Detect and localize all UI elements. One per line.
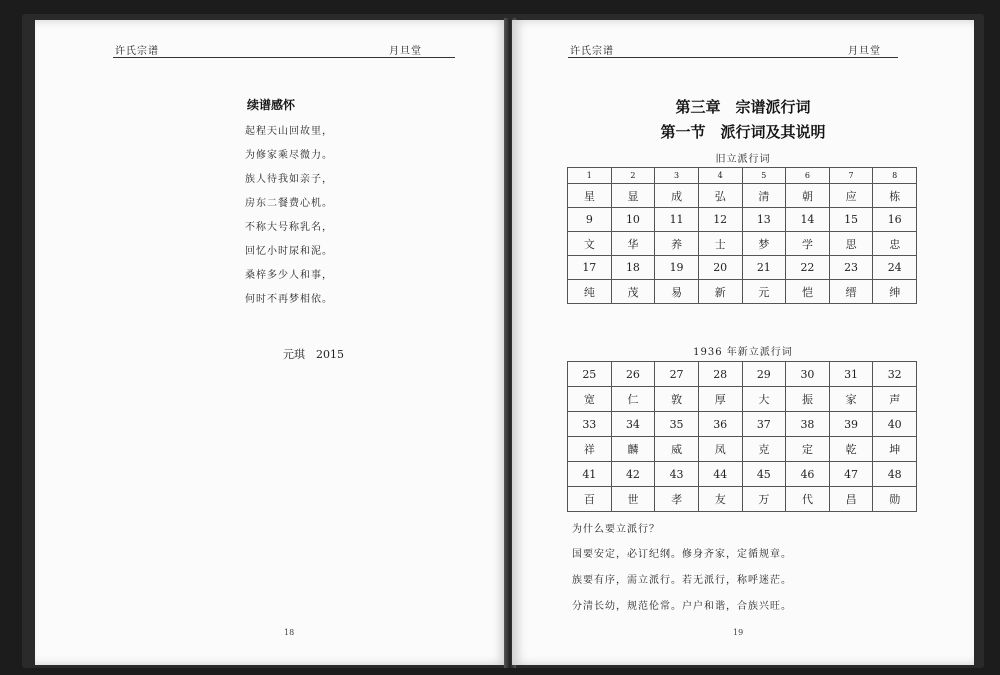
page-number: 18 xyxy=(284,628,295,637)
table-cell: 23 xyxy=(829,256,873,280)
table1-caption: 旧立派行词 xyxy=(715,154,771,165)
table-cell: 47 xyxy=(829,462,873,487)
chapter-title: 第三章 宗谱派行词 xyxy=(675,98,811,116)
table-cell: 38 xyxy=(786,412,830,437)
table-cell: 梦 xyxy=(742,232,786,256)
table-cell: 克 xyxy=(742,437,786,462)
table-cell: 6 xyxy=(786,168,830,184)
table-cell: 友 xyxy=(698,487,742,512)
table-cell: 25 xyxy=(568,362,612,387)
poem-signature: 元琪 2015 xyxy=(283,348,344,361)
poem-line: 为修家乘尽微力。 xyxy=(245,150,333,161)
table-cell: 31 xyxy=(829,362,873,387)
table-cell: 17 xyxy=(568,256,612,280)
table-cell: 恺 xyxy=(786,280,830,304)
table-cell: 祥 xyxy=(568,437,612,462)
table-cell: 勋 xyxy=(873,487,917,512)
table-cell: 显 xyxy=(611,184,655,208)
table-cell: 12 xyxy=(698,208,742,232)
table-cell: 世 xyxy=(611,487,655,512)
table-cell: 39 xyxy=(829,412,873,437)
table-cell: 36 xyxy=(698,412,742,437)
table-cell: 成 xyxy=(655,184,699,208)
table-cell: 百 xyxy=(568,487,612,512)
table-cell: 13 xyxy=(742,208,786,232)
table-cell: 33 xyxy=(568,412,612,437)
table-cell: 弘 xyxy=(698,184,742,208)
table-cell: 27 xyxy=(655,362,699,387)
left-header-title: 许氏宗谱 xyxy=(115,46,159,57)
table-cell: 48 xyxy=(873,462,917,487)
table-cell: 46 xyxy=(786,462,830,487)
right-header-title: 许氏宗谱 xyxy=(570,46,614,57)
table-cell: 15 xyxy=(829,208,873,232)
poem-line: 房东二餐费心机。 xyxy=(245,198,333,209)
table-cell: 威 xyxy=(655,437,699,462)
left-header-rule xyxy=(113,57,455,58)
poem-line: 何时不再梦相依。 xyxy=(245,294,333,305)
page-number: 19 xyxy=(733,628,744,637)
section-title: 第一节 派行词及其说明 xyxy=(660,123,826,141)
table-cell: 44 xyxy=(698,462,742,487)
table-cell: 2 xyxy=(611,168,655,184)
table-cell: 37 xyxy=(742,412,786,437)
new-generation-names-table xyxy=(567,361,917,512)
table-cell: 易 xyxy=(655,280,699,304)
paragraph-question: 为什么要立派行？ xyxy=(572,524,660,535)
table-cell: 7 xyxy=(829,168,873,184)
table-cell: 麟 xyxy=(611,437,655,462)
table-cell: 孝 xyxy=(655,487,699,512)
table-cell: 41 xyxy=(568,462,612,487)
table-cell: 大 xyxy=(742,387,786,412)
table-cell: 应 xyxy=(829,184,873,208)
table-cell: 敦 xyxy=(655,387,699,412)
table-cell: 32 xyxy=(873,362,917,387)
table-cell: 45 xyxy=(742,462,786,487)
table-cell: 仁 xyxy=(611,387,655,412)
table-cell: 振 xyxy=(786,387,830,412)
table-cell: 10 xyxy=(611,208,655,232)
table-cell: 士 xyxy=(698,232,742,256)
table-cell: 30 xyxy=(786,362,830,387)
table-cell: 5 xyxy=(742,168,786,184)
right-header-hall: 月旦堂 xyxy=(848,46,881,57)
right-header-rule xyxy=(568,57,898,58)
table-cell: 厚 xyxy=(698,387,742,412)
table-cell: 昌 xyxy=(829,487,873,512)
table-cell: 缙 xyxy=(829,280,873,304)
table-cell: 万 xyxy=(742,487,786,512)
table-cell: 3 xyxy=(655,168,699,184)
table-cell: 思 xyxy=(829,232,873,256)
left-page xyxy=(35,20,507,665)
table-cell: 星 xyxy=(568,184,612,208)
table-cell: 19 xyxy=(655,256,699,280)
table-cell: 26 xyxy=(611,362,655,387)
poem-line: 回忆小时尿和泥。 xyxy=(245,246,333,257)
table-cell: 34 xyxy=(611,412,655,437)
table-cell: 养 xyxy=(655,232,699,256)
table-cell: 28 xyxy=(698,362,742,387)
table-cell: 忠 xyxy=(873,232,917,256)
table-cell: 8 xyxy=(873,168,917,184)
table-cell: 朝 xyxy=(786,184,830,208)
old-generation-names-table xyxy=(567,167,917,304)
table-cell: 华 xyxy=(611,232,655,256)
table-cell: 新 xyxy=(698,280,742,304)
paragraph-line: 族要有序，需立派行。若无派行，称呼迷茫。 xyxy=(572,575,792,586)
paragraph-line: 分清长幼，规范伦常。户户和谐，合族兴旺。 xyxy=(572,601,792,612)
table-cell: 乾 xyxy=(829,437,873,462)
table-cell: 代 xyxy=(786,487,830,512)
table-cell: 栋 xyxy=(873,184,917,208)
table-cell: 21 xyxy=(742,256,786,280)
poem-line: 起程天山回故里， xyxy=(245,126,333,137)
table-cell: 22 xyxy=(786,256,830,280)
poem-title: 续谱感怀 xyxy=(246,98,295,112)
table-cell: 元 xyxy=(742,280,786,304)
paragraph-line: 国要安定，必订纪纲。修身齐家，定循规章。 xyxy=(572,549,792,560)
table-cell: 声 xyxy=(873,387,917,412)
table-cell: 9 xyxy=(568,208,612,232)
left-header-hall: 月旦堂 xyxy=(389,46,422,57)
table-cell: 29 xyxy=(742,362,786,387)
poem-line: 族人待我如亲子， xyxy=(245,174,333,185)
table-cell: 14 xyxy=(786,208,830,232)
table-cell: 茂 xyxy=(611,280,655,304)
table-cell: 16 xyxy=(873,208,917,232)
poem-line: 桑梓多少人和事， xyxy=(245,270,333,281)
table-cell: 40 xyxy=(873,412,917,437)
table-cell: 定 xyxy=(786,437,830,462)
table-cell: 文 xyxy=(568,232,612,256)
table-cell: 绅 xyxy=(873,280,917,304)
table-cell: 35 xyxy=(655,412,699,437)
table-cell: 43 xyxy=(655,462,699,487)
table2-caption: 1936 年新立派行词 xyxy=(693,347,793,358)
right-page xyxy=(512,20,974,665)
poem-line: 不称大号称乳名， xyxy=(245,222,333,233)
table-cell: 42 xyxy=(611,462,655,487)
table-cell: 1 xyxy=(568,168,612,184)
table-cell: 凤 xyxy=(698,437,742,462)
table-cell: 24 xyxy=(873,256,917,280)
table-cell: 11 xyxy=(655,208,699,232)
table-cell: 坤 xyxy=(873,437,917,462)
table-cell: 4 xyxy=(698,168,742,184)
table-cell: 学 xyxy=(786,232,830,256)
table-cell: 20 xyxy=(698,256,742,280)
table-cell: 家 xyxy=(829,387,873,412)
table-cell: 纯 xyxy=(568,280,612,304)
table-cell: 清 xyxy=(742,184,786,208)
table-cell: 宽 xyxy=(568,387,612,412)
table-cell: 18 xyxy=(611,256,655,280)
